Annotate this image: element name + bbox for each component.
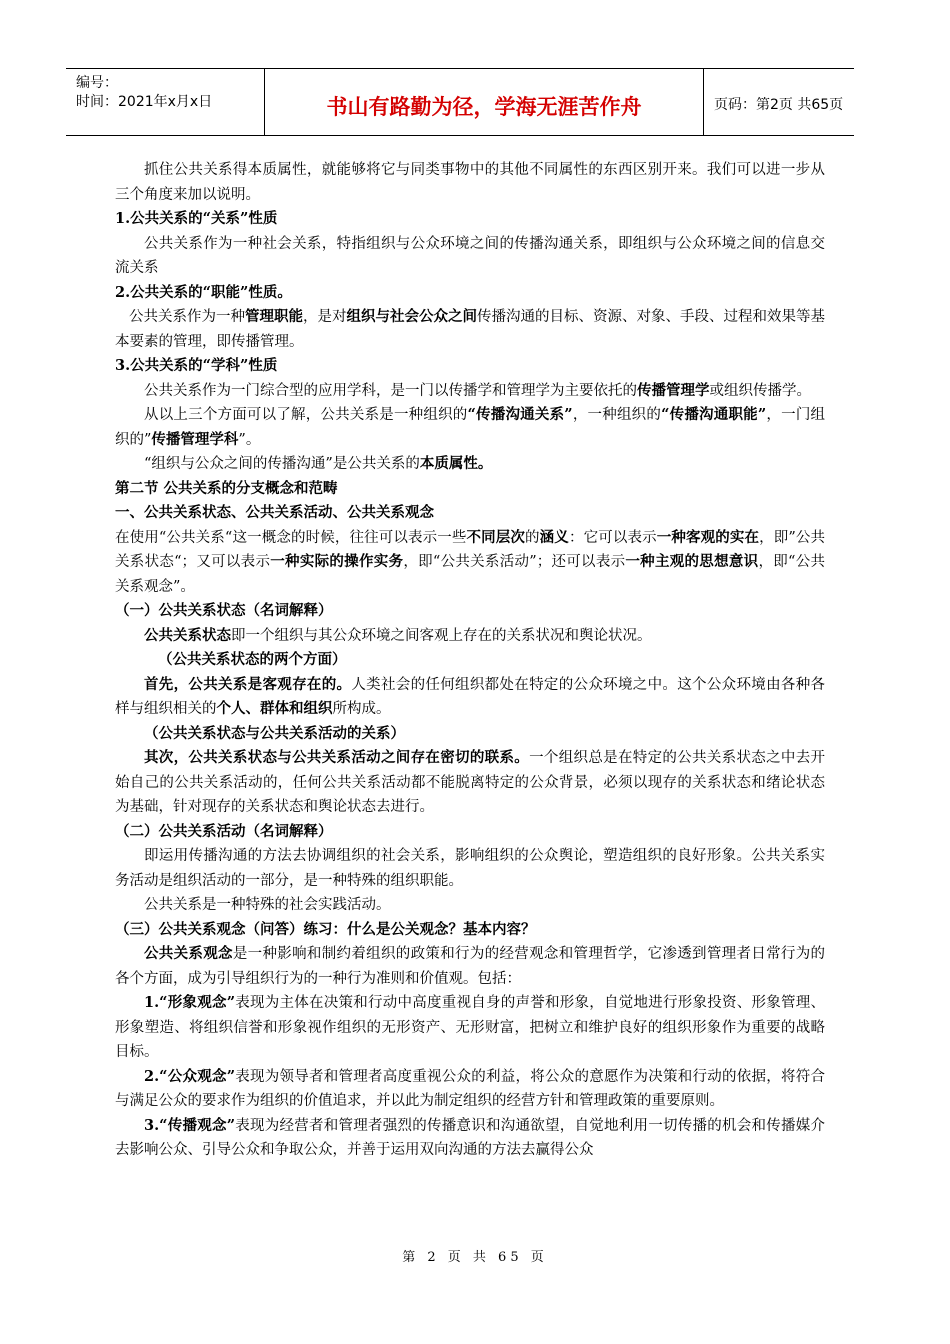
header-left-cell — [66, 69, 264, 135]
bold-text: 本质属性。 — [419, 455, 493, 472]
body-paragraph — [115, 844, 825, 893]
bold-text: 1.“形象观念” — [144, 994, 236, 1011]
text-run: 的 — [525, 529, 540, 546]
body-paragraph — [115, 379, 825, 404]
bold-text: 公共关系观念 — [144, 945, 233, 962]
bold-text: 不同层次 — [466, 528, 526, 546]
header-right-cell — [704, 69, 854, 135]
text-run: 一个组织总是在特定的公共关系状态之中去开始自己的公共关系活动的，任何公共关系活动都不能脱离特定的公众背景，必须以现存的关系状态和绪论状态为基础，针对现存的关系状态和舆论状态去进行。 — [115, 750, 826, 815]
body-paragraph — [115, 942, 825, 991]
document-body — [115, 158, 825, 1163]
bold-text: 3.“传播观念” — [144, 1116, 236, 1134]
text-run: ：它可以表示 — [568, 529, 657, 546]
text-run: 所构成。 — [332, 701, 391, 717]
body-paragraph — [115, 526, 825, 600]
text-run: 传播沟通的目标、资源、对象、手段、过程和效果等基本要素的管理，即传播管理。 — [115, 309, 825, 350]
text-run: ，一种组织的 — [572, 407, 662, 423]
bold-text: 传播管理学科 — [151, 430, 239, 448]
text-run: 即一个组织与其公众环境之间客观上存在的关系状况和舆论状况。 — [231, 627, 652, 644]
header-table — [66, 68, 854, 136]
bold-text: 公共关系状态 — [144, 626, 231, 644]
body-paragraph — [115, 746, 825, 820]
body-paragraph — [115, 991, 825, 1065]
body-paragraph — [115, 1114, 825, 1163]
text-run: 表现为经营者和管理者强烈的传播意识和沟通欲望，自觉地利用一切传播的机会和传播媒介去影响公众、引导公众和争取公众，并善于运用双向沟通的方法去赢得公众 — [115, 1117, 825, 1158]
text-run: 公共关系作为一种社会关系，特指组织与公众环境之间的传播沟通关系，即组织与公众环境之间的信息交流关系 — [115, 235, 825, 276]
bold-text: （一）公共关系状态（名词解释） — [115, 602, 333, 619]
text-run: ”。 — [238, 431, 261, 448]
bold-text: 一种实际的操作实务 — [270, 553, 404, 570]
bold-text: 其次，公共关系状态与公共关系活动之间存在密切的联系。 — [144, 749, 530, 766]
text-run: 在使用“公共关系“这一概念的时候，往往可以表示一些 — [115, 529, 467, 546]
header-center-cell — [264, 69, 704, 135]
bold-text: 一种客观的实在 — [656, 528, 760, 546]
bold-text: 传播管理学 — [637, 381, 710, 399]
text-run: 从以上三个方面可以了解，公共关系是一种组织的 — [144, 407, 468, 423]
bold-text: 2.公共关系的“职能”性质。 — [115, 283, 292, 301]
text-run: 人类社会的任何组织都处在特定的公众环境之中。这个公众环境由各种各样与组织相关的 — [115, 676, 826, 717]
text-run: 公共关系作为一种 — [129, 309, 245, 325]
text-run: ，是对 — [303, 309, 347, 325]
body-paragraph — [115, 403, 825, 452]
header-page-number: 页码：第2页 共65页 — [714, 97, 844, 113]
bold-text: 一种主观的思想意识 — [625, 553, 759, 570]
body-paragraph — [115, 1065, 825, 1114]
section-heading — [115, 354, 825, 379]
text-run: 抓住公共关系得本质属性，就能够将它与同类事物中的其他不同属性的东西区别开来。我们可以进一步从三个角度来加以说明。 — [115, 162, 825, 203]
document-time: 时间：2021年x月x日 — [76, 94, 213, 110]
text-run: 表现为主体在决策和行动中高度重视自身的声誉和形象，自觉地进行形象投资、形象管理、形象塑造、将组织信誉和形象视作组织的无形资产、无形财富，把树立和维护良好的组织形象作为重要的战略目标。 — [115, 995, 825, 1060]
section-heading — [115, 281, 825, 306]
body-paragraph — [115, 648, 825, 673]
bold-text: 2.“公众观念” — [144, 1067, 236, 1085]
text-run: ，即”公共关系状态“；又可以表示 — [115, 529, 826, 570]
text-run: ，一门组织的” — [115, 407, 826, 448]
document-number: 编号： — [76, 75, 118, 91]
bold-text: （二）公共关系活动（名词解释） — [115, 822, 333, 840]
text-run: ，即“公共关系观念”。 — [115, 554, 826, 595]
section-heading — [115, 477, 825, 502]
bold-text: （公共关系状态的两个方面） — [158, 651, 347, 668]
bold-text: （公共关系状态与公共关系活动的关系） — [144, 724, 405, 742]
text-run: 表现为领导者和管理者高度重视公众的利益，将公众的意愿作为决策和行动的依据，将符合与满足公众的要求作为组织的价值追求，并以此为制定组织的经营方针和管理政策的重要原则。 — [115, 1068, 825, 1109]
body-paragraph — [115, 305, 825, 354]
bold-text: 涵义 — [539, 528, 569, 546]
bold-text: “传播沟通职能” — [661, 406, 767, 423]
bold-text: 一、公共关系状态、公共关系活动、公共关系观念 — [115, 504, 434, 521]
bold-text: 3.公共关系的“学科”性质 — [115, 357, 278, 374]
body-paragraph — [115, 232, 825, 281]
body-paragraph — [115, 624, 825, 649]
body-paragraph — [115, 893, 825, 918]
text-run: 公共关系作为一门综合型的应用学科，是一门以传播学和管理学为主要依托的 — [144, 382, 637, 399]
section-heading — [115, 207, 825, 232]
body-paragraph — [115, 722, 825, 747]
bold-text: 第二节 公共关系的分支概念和范畴 — [115, 479, 338, 497]
section-heading — [115, 820, 825, 845]
bold-text: 管理职能 — [245, 308, 303, 325]
text-run: ，即“公共关系活动”；还可以表示 — [403, 554, 626, 570]
body-paragraph — [115, 452, 825, 477]
text-run: 是一种影响和制约着组织的政策和行为的经营观念和管理哲学，它渗透到管理者日常行为的各个方面，成为引导组织行为的一种行为准则和价值观。包括： — [115, 946, 826, 987]
bold-text: 首先，公共关系是客观存在的。 — [144, 675, 352, 693]
body-paragraph — [115, 158, 825, 207]
bold-text: （三）公共关系观念（问答）练习：什么是公关观念？基本内容？ — [115, 920, 536, 938]
page-footer: 第 2 页 共 65 页 — [402, 1250, 548, 1265]
text-run: 公共关系是一种特殊的社会实践活动。 — [144, 897, 391, 913]
header-motto: 书山有路勤为径，学海无涯苦作舟 — [326, 95, 642, 119]
text-run: “组织与公众之间的传播沟通”是公共关系的 — [144, 456, 420, 472]
section-heading — [115, 599, 825, 624]
text-run: 即运用传播沟通的方法去协调组织的社会关系，影响组织的公众舆论，塑造组织的良好形象。公共关系实务活动是组织活动的一部分，是一种特殊的组织职能。 — [115, 848, 825, 889]
section-heading — [115, 918, 825, 943]
section-heading — [115, 501, 825, 526]
bold-text: “传播沟通关系” — [467, 406, 573, 423]
bold-text: 个人、群体和组织 — [216, 700, 333, 717]
text-run: 或组织传播学。 — [709, 382, 811, 399]
bold-text: 1.公共关系的“关系”性质 — [115, 210, 278, 227]
body-paragraph — [115, 673, 825, 722]
bold-text: 组织与社会公众之间 — [346, 308, 477, 325]
